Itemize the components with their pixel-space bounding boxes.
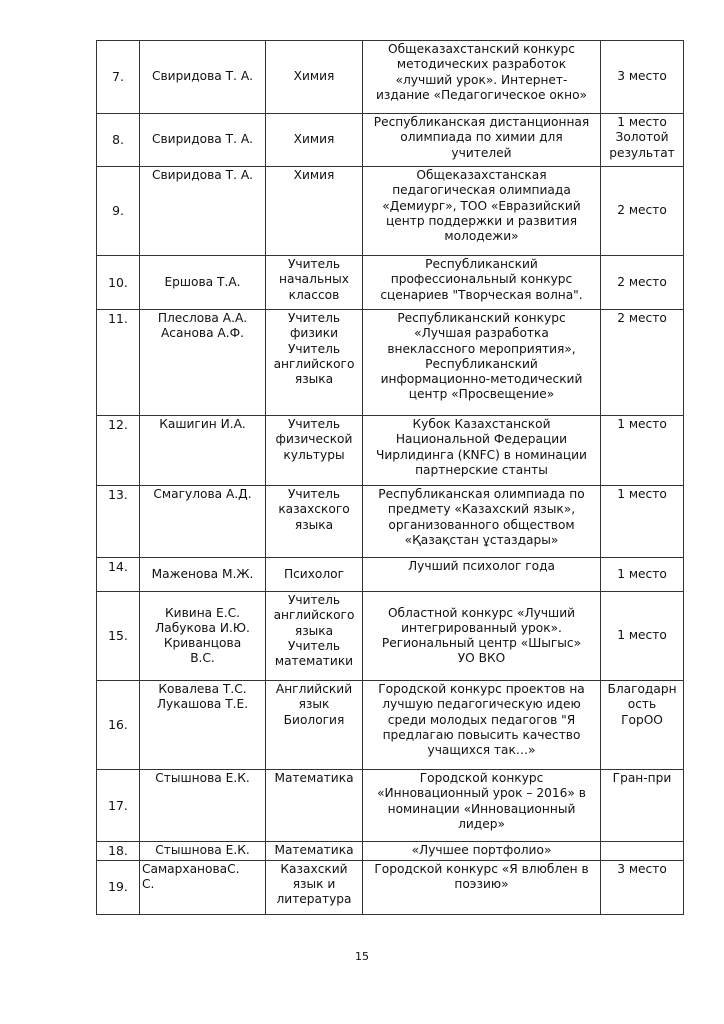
- participant-name: Плеслова А.А. Асанова А.Ф.: [140, 310, 266, 416]
- event-cell: Областной конкурс «Лучший интегрированный урок». Региональный центр «Шыгыс» УО ВКО: [363, 592, 601, 681]
- table-row: [97, 770, 684, 842]
- table-row: [97, 256, 684, 310]
- subject-cell: Химия: [266, 41, 363, 114]
- result-cell: 1 место: [601, 416, 684, 486]
- table-row: [97, 416, 684, 486]
- participant-name: Ковалева Т.С. Лукашова Т.Е.: [140, 681, 266, 770]
- row-number: 16.: [97, 681, 140, 770]
- subject-cell: Учитель казахского языка: [266, 486, 363, 558]
- event-cell: Республиканский конкурс «Лучшая разработка внеклассного мероприятия», Республиканский информационно-методический центр «Просвещение»: [363, 310, 601, 416]
- result-cell: 2 место: [601, 167, 684, 256]
- table-row: [97, 114, 684, 167]
- participant-name: Маженова М.Ж.: [140, 558, 266, 592]
- event-cell: «Лучшее портфолио»: [363, 842, 601, 861]
- table-row: [97, 592, 684, 681]
- subject-cell: Химия: [266, 114, 363, 167]
- event-cell: Городской конкурс проектов на лучшую педагогическую идею среди молодых педагогов "Я предлагаю повысить качество учащихся так…»: [363, 681, 601, 770]
- event-cell: Городской конкурс «Я влюблен в поэзию»: [363, 860, 601, 914]
- subject-cell: Английский язык Биология: [266, 681, 363, 770]
- page-number: 15: [355, 950, 369, 963]
- row-number: 8.: [97, 114, 140, 167]
- event-cell: Лучший психолог года: [363, 558, 601, 592]
- subject-cell: Математика: [266, 842, 363, 861]
- result-cell: 2 место: [601, 256, 684, 310]
- result-cell: 1 место: [601, 558, 684, 592]
- participant-name: Свиридова Т. А.: [140, 114, 266, 167]
- row-number: 18.: [97, 842, 140, 861]
- participant-name: Кашигин И.А.: [140, 416, 266, 486]
- result-cell: 3 место: [601, 860, 684, 914]
- event-cell: Республиканская дистанционная олимпиада по химии для учителей: [363, 114, 601, 167]
- row-number: 7.: [97, 41, 140, 114]
- table-row: [97, 486, 684, 558]
- result-cell: 1 место: [601, 486, 684, 558]
- participant-name: Свиридова Т. А.: [140, 167, 266, 256]
- event-cell: Городской конкурс «Инновационный урок – 2016» в номинации «Инновационный лидер»: [363, 770, 601, 842]
- row-number: 17.: [97, 770, 140, 842]
- result-cell: Гран-при: [601, 770, 684, 842]
- row-number: 10.: [97, 256, 140, 310]
- subject-cell: Учитель английского языка Учитель математики: [266, 592, 363, 681]
- subject-cell: Учитель физической культуры: [266, 416, 363, 486]
- result-cell: 3 место: [601, 41, 684, 114]
- table-row: [97, 310, 684, 416]
- result-cell: 1 место: [601, 592, 684, 681]
- event-cell: Общеказахстанская педагогическая олимпиада «Демиург», ТОО «Евразийский центр поддержки и развития молодежи»: [363, 167, 601, 256]
- table-row: [97, 842, 684, 861]
- row-number: 11.: [97, 310, 140, 416]
- row-number: 14.: [97, 558, 140, 592]
- event-cell: Кубок Казахстанской Национальной Федерации Чирлидинга (KNFC) в номинации партнерские станты: [363, 416, 601, 486]
- table-row: [97, 860, 684, 914]
- subject-cell: Учитель начальных классов: [266, 256, 363, 310]
- subject-cell: Математика: [266, 770, 363, 842]
- subject-cell: Учитель физики Учитель английского языка: [266, 310, 363, 416]
- participant-name: Стышнова Е.К.: [140, 770, 266, 842]
- row-number: 15.: [97, 592, 140, 681]
- row-number: 9.: [97, 167, 140, 256]
- result-cell: [601, 842, 684, 861]
- participant-name: Ершова Т.А.: [140, 256, 266, 310]
- table-row: [97, 681, 684, 770]
- subject-cell: Психолог: [266, 558, 363, 592]
- participant-name: Стышнова Е.К.: [140, 842, 266, 861]
- subject-cell: Химия: [266, 167, 363, 256]
- table-row: [97, 167, 684, 256]
- result-cell: 1 место Золотой результат: [601, 114, 684, 167]
- row-number: 12.: [97, 416, 140, 486]
- event-cell: Общеказахстанский конкурс методических разработок «лучший урок». Интернет- издание «Педагогическое окно»: [363, 41, 601, 114]
- participant-name: Свиридова Т. А.: [140, 41, 266, 114]
- event-cell: Республиканский профессиональный конкурс сценариев "Творческая волна".: [363, 256, 601, 310]
- table-row: [97, 41, 684, 114]
- participant-name: СамархановаС. С.: [140, 860, 266, 914]
- subject-cell: Казахский язык и литература: [266, 860, 363, 914]
- row-number: 13.: [97, 486, 140, 558]
- row-number: 19.: [97, 860, 140, 914]
- participant-name: Смагулова А.Д.: [140, 486, 266, 558]
- participant-name: Кивина Е.С. Лабукова И.Ю. Криванцова В.С.: [140, 592, 266, 681]
- table-row: [97, 558, 684, 592]
- event-cell: Республиканская олимпиада по предмету «Казахский язык», организованного обществом «Қазақстан ұстаздары»: [363, 486, 601, 558]
- result-cell: Благодарн ость ГорОО: [601, 681, 684, 770]
- result-cell: 2 место: [601, 310, 684, 416]
- awards-table: [96, 40, 684, 915]
